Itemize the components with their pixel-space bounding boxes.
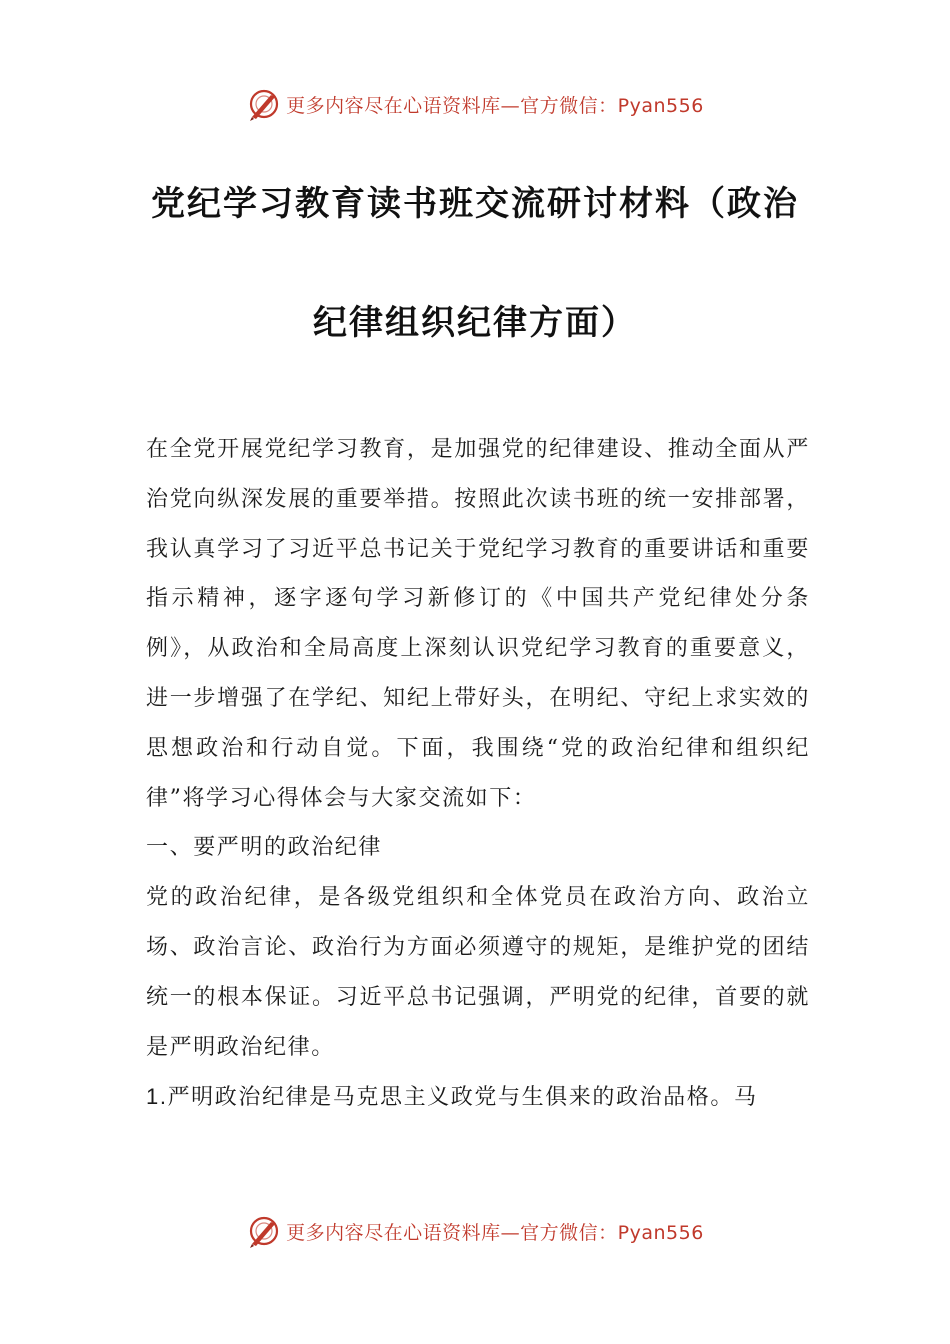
document-title-line-1: 党纪学习教育读书班交流研讨材料（政治 bbox=[151, 184, 799, 224]
watermark-header bbox=[0, 84, 950, 124]
section-heading-political-discipline: 一、要严明的政治纪律 bbox=[146, 835, 383, 861]
document-body bbox=[146, 425, 810, 1123]
point-1 bbox=[146, 1072, 810, 1123]
point-1-number: 1. bbox=[146, 1084, 168, 1110]
pen-circle-logo-icon bbox=[246, 86, 282, 122]
watermark-text: 更多内容尽在心语资料库—官方微信：Pyan556 bbox=[286, 1221, 704, 1244]
point-1-text: 严明政治纪律是马克思主义政党与生俱来的政治品格。马 bbox=[167, 1085, 758, 1111]
intro-paragraph: 在全党开展党纪学习教育，是加强党的纪律建设、推动全面从严治党向纵深发展的重要举措。按照此次读书班的统一安排部署，我认真学习了习近平总书记关于党纪学习教育的重要讲话和重要指示精神，逐字逐句学习新修订的《中国共产党纪律处分条例》，从政治和全局高度上深刻认识党纪学习教育的重要意义，进一步增强了在学纪、知纪上带好头，在明纪、守纪上求实效的思想政治和行动自觉。下面，我围绕“党的政治纪律和组织纪律”将学习心得体会与大家交流如下： bbox=[146, 437, 810, 811]
pen-circle-logo-icon bbox=[246, 1213, 282, 1249]
document-title-line-2: 纪律组织纪律方面） bbox=[313, 303, 637, 343]
section-paragraph-political-discipline: 党的政治纪律，是各级党组织和全体党员在政治方向、政治立场、政治言论、政治行为方面必须遵守的规矩，是维护党的团结统一的根本保证。习近平总书记强调，严明党的纪律，首要的就是严明政治纪律。 bbox=[146, 885, 810, 1060]
watermark-text: 更多内容尽在心语资料库—官方微信：Pyan556 bbox=[286, 94, 704, 117]
watermark-footer bbox=[0, 1211, 950, 1251]
wechat-id: Pyan556 bbox=[617, 94, 704, 117]
wechat-id: Pyan556 bbox=[617, 1221, 704, 1244]
